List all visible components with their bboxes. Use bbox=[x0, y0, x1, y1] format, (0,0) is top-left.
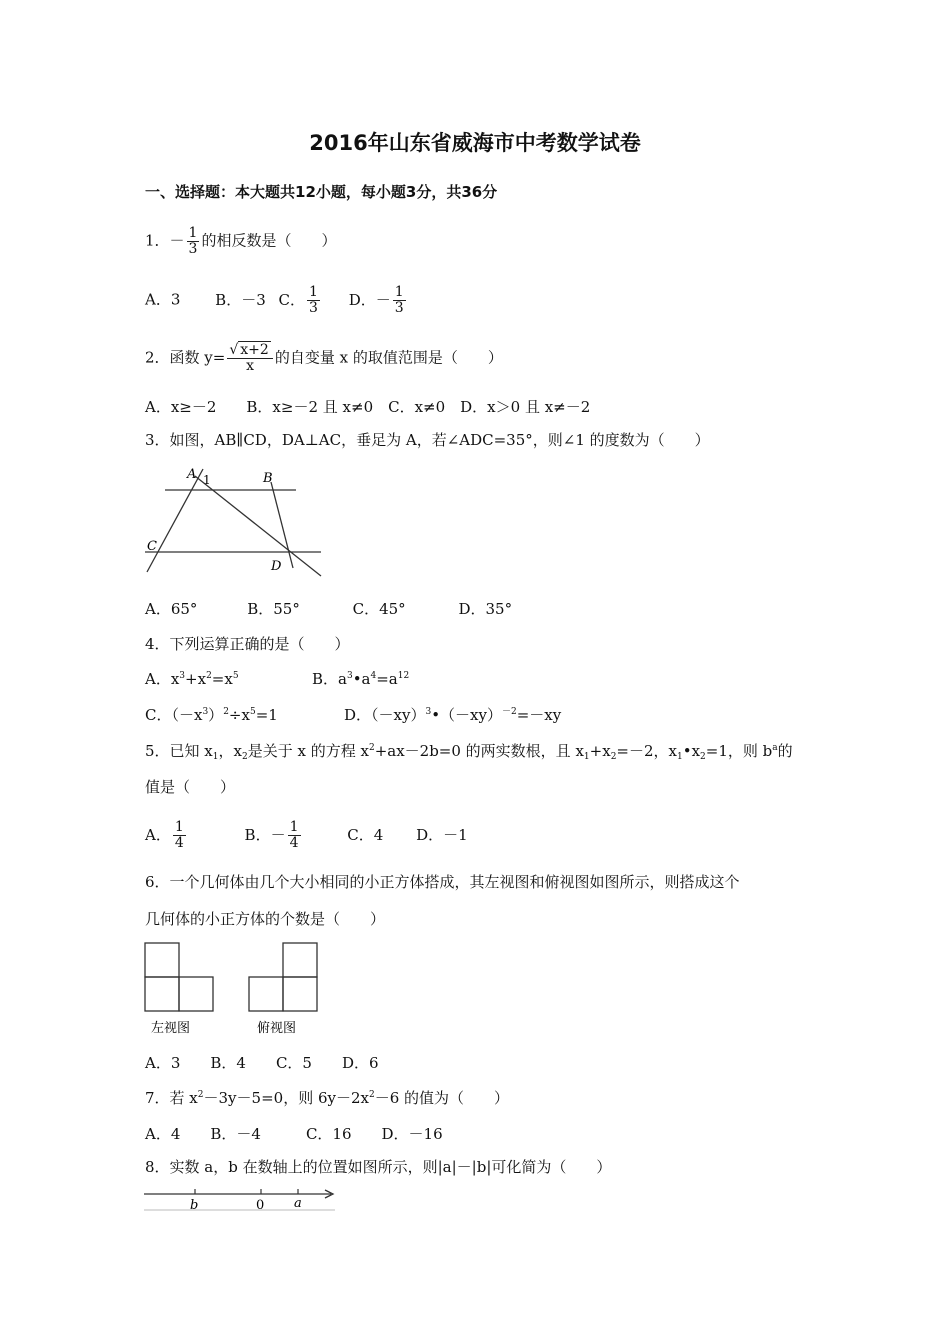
question-1 bbox=[145, 226, 336, 257]
q4-option-c: C．$(-x^3)^2\div x^5=1$ bbox=[145, 706, 278, 724]
q5-option-a: A． $\frac{1}{4}$ bbox=[145, 819, 184, 851]
q1-stem: 的相反数是（ ） bbox=[201, 231, 337, 250]
q3-option-b: B．55° bbox=[247, 600, 300, 618]
question-7: 7．若 $x^2-3y-5=0$，则 $6y-2x^2-6$ 的值为（ ） bbox=[145, 1089, 510, 1107]
label-d: D bbox=[271, 559, 282, 574]
q1-option-b: B．－3 bbox=[215, 290, 266, 309]
question-4: 4．下列运算正确的是（ ） bbox=[145, 635, 350, 653]
label-a: a bbox=[294, 1196, 302, 1211]
label-b: B bbox=[263, 471, 273, 486]
q4-option-b: B．$a^3•a^4=a^{12}$ bbox=[312, 670, 410, 688]
label-b: b bbox=[190, 1198, 199, 1212]
q1-fraction: $\frac{1}{3}$ bbox=[188, 225, 198, 257]
left-view bbox=[145, 943, 213, 1011]
page-title: 2016年山东省威海市中考数学试卷 bbox=[309, 131, 641, 155]
line-ad bbox=[195, 476, 321, 576]
question-5-line-2: 值是（ ） bbox=[145, 778, 236, 796]
q1-options bbox=[145, 285, 408, 316]
question-5-line-1: 5．已知 $x_1$，$x_2$是关于 x 的方程 $x^2+ax-2b=0$ 的两实数根，且 $x_1+x_2=-2$，$x_1•x_2=1$，则 $b^a$的 bbox=[145, 742, 793, 762]
question-6-line-2: 几何体的小正方体的个数是（ ） bbox=[145, 910, 386, 928]
question-2 bbox=[145, 343, 503, 374]
q5-option-b: B．－ $\frac{1}{4}$ bbox=[244, 819, 299, 851]
q3-figure bbox=[143, 464, 325, 578]
q2-stem: 的自变量 x 的取值范围是（ ） bbox=[274, 348, 503, 367]
section-heading: 一、选择题：本大题共12小题，每小题3分，共36分 bbox=[145, 183, 498, 201]
q4-option-d: D．$(-xy)^3•(-xy)^{-2}=-xy$ bbox=[344, 706, 562, 724]
q1-option-c: C． $\frac{1}{3}$ bbox=[278, 284, 318, 316]
q3-option-d: D．35° bbox=[458, 600, 513, 618]
q5-option-d: D．－1 bbox=[416, 825, 468, 844]
q3-option-a: A．65° bbox=[145, 600, 198, 618]
label-a: A bbox=[187, 467, 197, 482]
label-1: 1 bbox=[203, 473, 211, 487]
q1-option-d: D．－ $\frac{1}{3}$ bbox=[348, 284, 404, 316]
question-8: 8．实数 a，b 在数轴上的位置如图所示，则|a|－|b|可化简为（ ） bbox=[145, 1158, 612, 1176]
question-6-line-1: 6．一个几何体由几个大小相同的小正方体搭成，其左视图和俯视图如图所示，则搭成这个 bbox=[145, 873, 740, 891]
q1-prefix: 1．－ bbox=[145, 231, 185, 250]
q5-options bbox=[145, 820, 468, 851]
q6-options: A．3 B．4 C．5 D．6 bbox=[145, 1054, 379, 1072]
q6-figure bbox=[143, 941, 323, 1037]
q2-prefix: 2．函数 y= bbox=[145, 348, 226, 367]
q7-options: A．4 B．－4 C．16 D．－16 bbox=[145, 1125, 443, 1143]
label-zero: 0 bbox=[256, 1198, 265, 1212]
q1-option-a: A．3 bbox=[145, 290, 181, 309]
question-3: 3．如图，AB∥CD，DA⊥AC，垂足为 A，若∠ADC=35°，则∠1 的度数为（ ） bbox=[145, 431, 710, 449]
q3-options bbox=[145, 598, 512, 619]
q5-option-c: C．4 bbox=[347, 825, 384, 844]
q3-option-c: C．45° bbox=[352, 600, 406, 618]
q2-options: A．x≥－2 B．x≥－2 且 x≠0 C．x≠0 D．x＞0 且 x≠－2 bbox=[145, 398, 591, 416]
top-view bbox=[249, 943, 317, 1011]
q2-fraction: $\frac{√ x+2}{x}$ bbox=[227, 343, 272, 374]
left-view-caption: 左视图 bbox=[151, 1021, 191, 1036]
label-c: C bbox=[147, 539, 157, 554]
line-b bbox=[271, 482, 293, 568]
q4-option-a: A．$x^3+x^2=x^5$ bbox=[145, 670, 239, 688]
q8-number-line bbox=[143, 1186, 339, 1212]
line-ac bbox=[147, 469, 203, 572]
top-view-caption: 俯视图 bbox=[257, 1021, 297, 1036]
